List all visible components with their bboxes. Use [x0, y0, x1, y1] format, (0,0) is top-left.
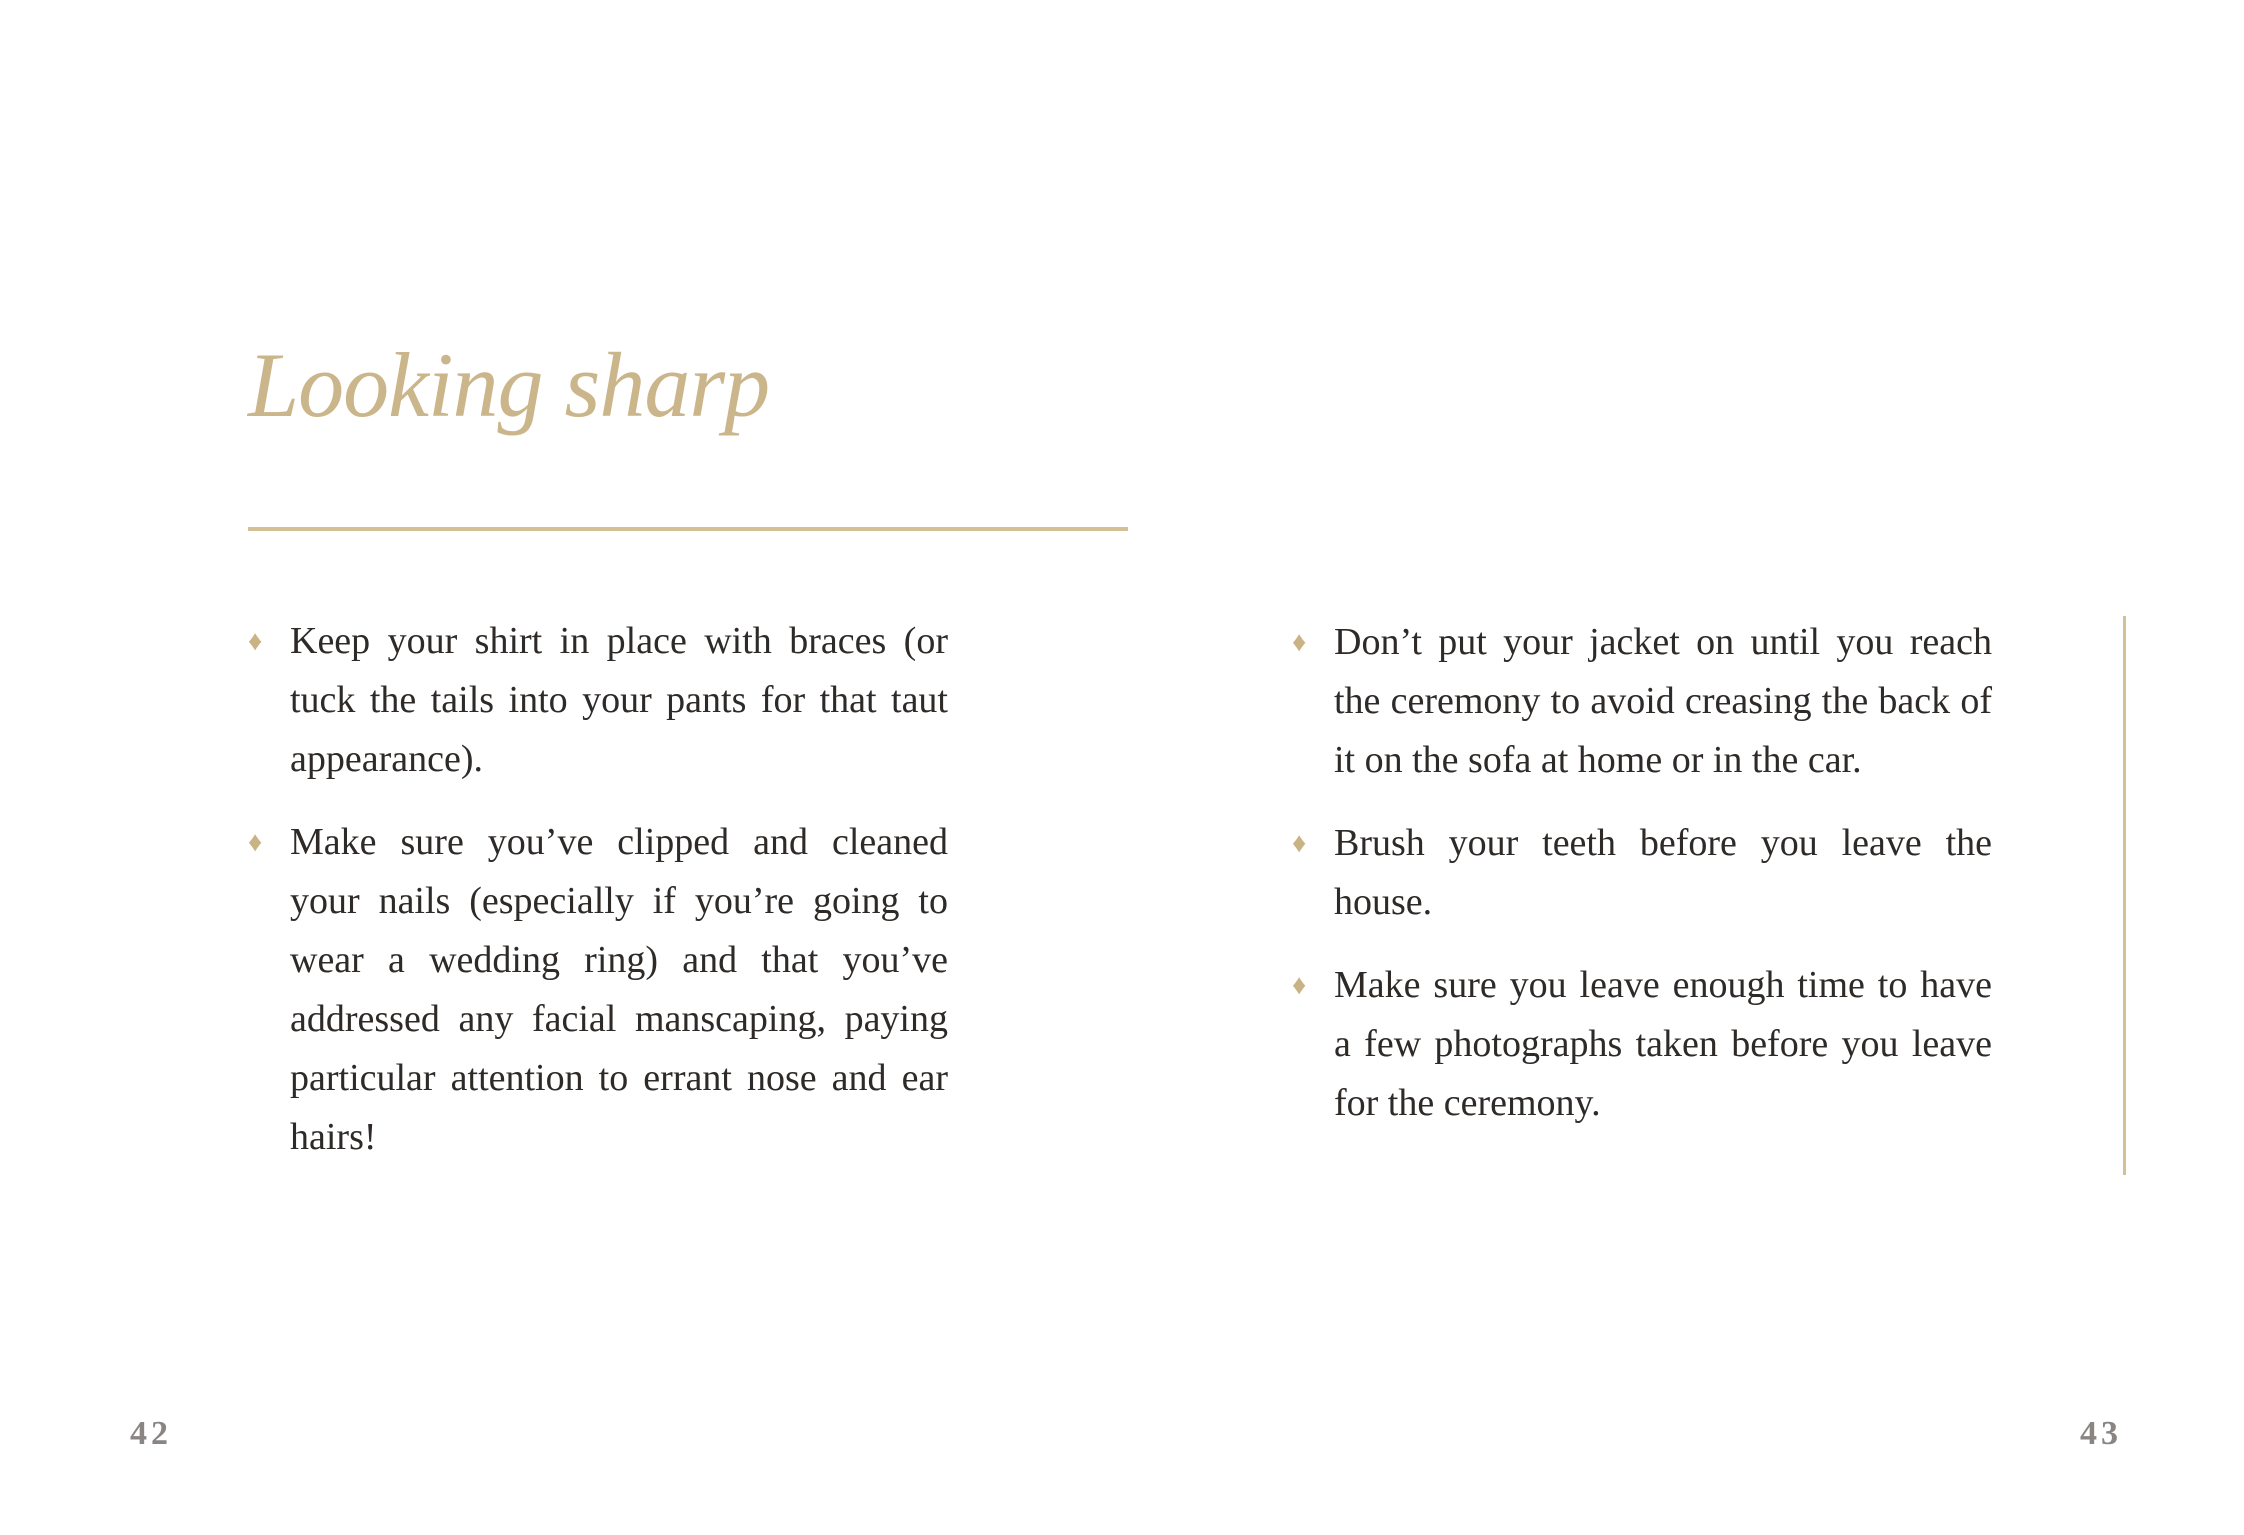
list-item: [1292, 814, 1992, 932]
list-item-text: Make sure you leave enough time to have a few photographs taken before you leave for the ceremony.: [1334, 964, 1992, 1124]
list-item: [248, 612, 948, 789]
side-divider: [2123, 616, 2126, 1175]
list-item: [1292, 956, 1992, 1133]
page-number-left: 42: [130, 1415, 172, 1452]
diamond-bullet-icon: ♦: [1292, 627, 1307, 658]
right-bullet-list: [1292, 613, 1992, 1157]
list-item-text: Don’t put your jacket on until you reach the ceremony to avoid creasing the back of it on the sofa at home or in the car.: [1334, 621, 1992, 781]
diamond-bullet-icon: ♦: [1292, 828, 1307, 859]
left-bullet-list: [248, 612, 948, 1191]
list-item-text: Make sure you’ve clipped and cleaned your nails (especially if you’re going to wear a wedding ring) and that you’ve addressed any facial manscaping, paying particular attention to errant nose and ear hairs!: [290, 821, 948, 1158]
diamond-bullet-icon: ♦: [248, 827, 263, 858]
page-title: Looking sharp: [248, 334, 770, 436]
title-divider: [248, 527, 1128, 531]
diamond-bullet-icon: ♦: [248, 626, 263, 657]
list-item: [248, 813, 948, 1167]
diamond-bullet-icon: ♦: [1292, 970, 1307, 1001]
list-item-text: Keep your shirt in place with braces (or tuck the tails into your pants for that taut appearance).: [290, 620, 948, 780]
list-item-text: Brush your teeth before you leave the house.: [1334, 822, 1992, 923]
list-item: [1292, 613, 1992, 790]
page-number-right: 43: [2080, 1415, 2122, 1452]
